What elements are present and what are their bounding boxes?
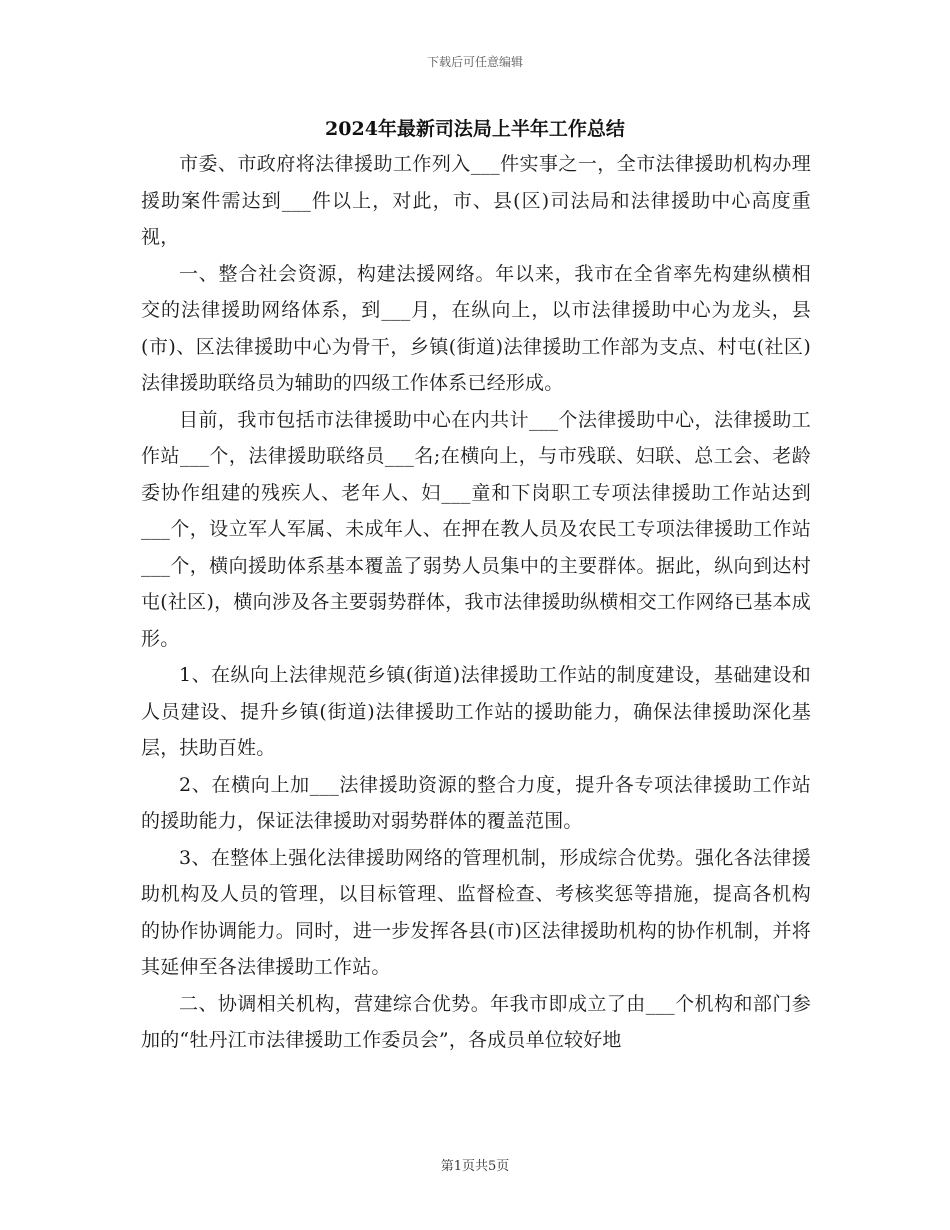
page-number-indicator: 第1页共5页 [440, 1159, 510, 1174]
paragraph-section-two: 二、协调相关机构，营建综合优势。年我市即成立了由___个机构和部门参加的“牡丹江市法律援助工作委员会”，各成员单位较好地 [141, 992, 811, 1051]
document-title: 2024年最新司法局上半年工作总结 [325, 118, 625, 140]
document-body [141, 146, 811, 1059]
page-header-note: 下载后可任意编辑 [426, 55, 523, 69]
paragraph-current-status: 目前，我市包括市法律援助中心在内共计___个法律援助中心，法律援助工作站___个，法律援助联络员___名;在横向上，与市残联、妇联、总工会、老龄委协作组建的残疾人、老年人、妇___童和下岗职工专项法律援助工作站达到___个，设立军人军属、未成年人、在押在教人员及农民工专项法律援助工作站___个，横向援助体系基本覆盖了弱势人员集中的主要群体。据此，纵向到达村屯(社区)，横向涉及各主要弱势群体，我市法律援助纵横相交工作网络已基本成形。 [141, 408, 811, 650]
paragraph-item-2: 2、在横向上加___法律援助资源的整合力度，提升各专项法律援助工作站的援助能力，保证法律援助对弱势群体的覆盖范围。 [141, 773, 811, 832]
paragraph-intro: 市委、市政府将法律援助工作列入___件实事之一，全市法律援助机构办理援助案件需达到___件以上，对此，市、县(区)司法局和法律援助中心高度重视， [141, 153, 811, 248]
paragraph-section-one: 一、整合社会资源，构建法援网络。年以来，我市在全省率先构建纵横相交的法律援助网络体系，到___月，在纵向上，以市法律援助中心为龙头，县(市)、区法律援助中心为骨干，乡镇(街道)法律援助工作部为支点、村屯(社区)法律援助联络员为辅助的四级工作体系已经形成。 [141, 262, 811, 394]
paragraph-item-1: 1、在纵向上法律规范乡镇(街道)法律援助工作站的制度建设，基础建设和人员建设、提升乡镇(街道)法律援助工作站的援助能力，确保法律援助深化基层，扶助百姓。 [141, 664, 811, 759]
paragraph-item-3: 3、在整体上强化法律援助网络的管理机制，形成综合优势。强化各法律援助机构及人员的管理，以目标管理、监督检查、考核奖惩等措施，提高各机构的协作协调能力。同时，进一步发挥各县(市)区法律援助机构的协作机制，并将其延伸至各法律援助工作站。 [141, 846, 811, 978]
